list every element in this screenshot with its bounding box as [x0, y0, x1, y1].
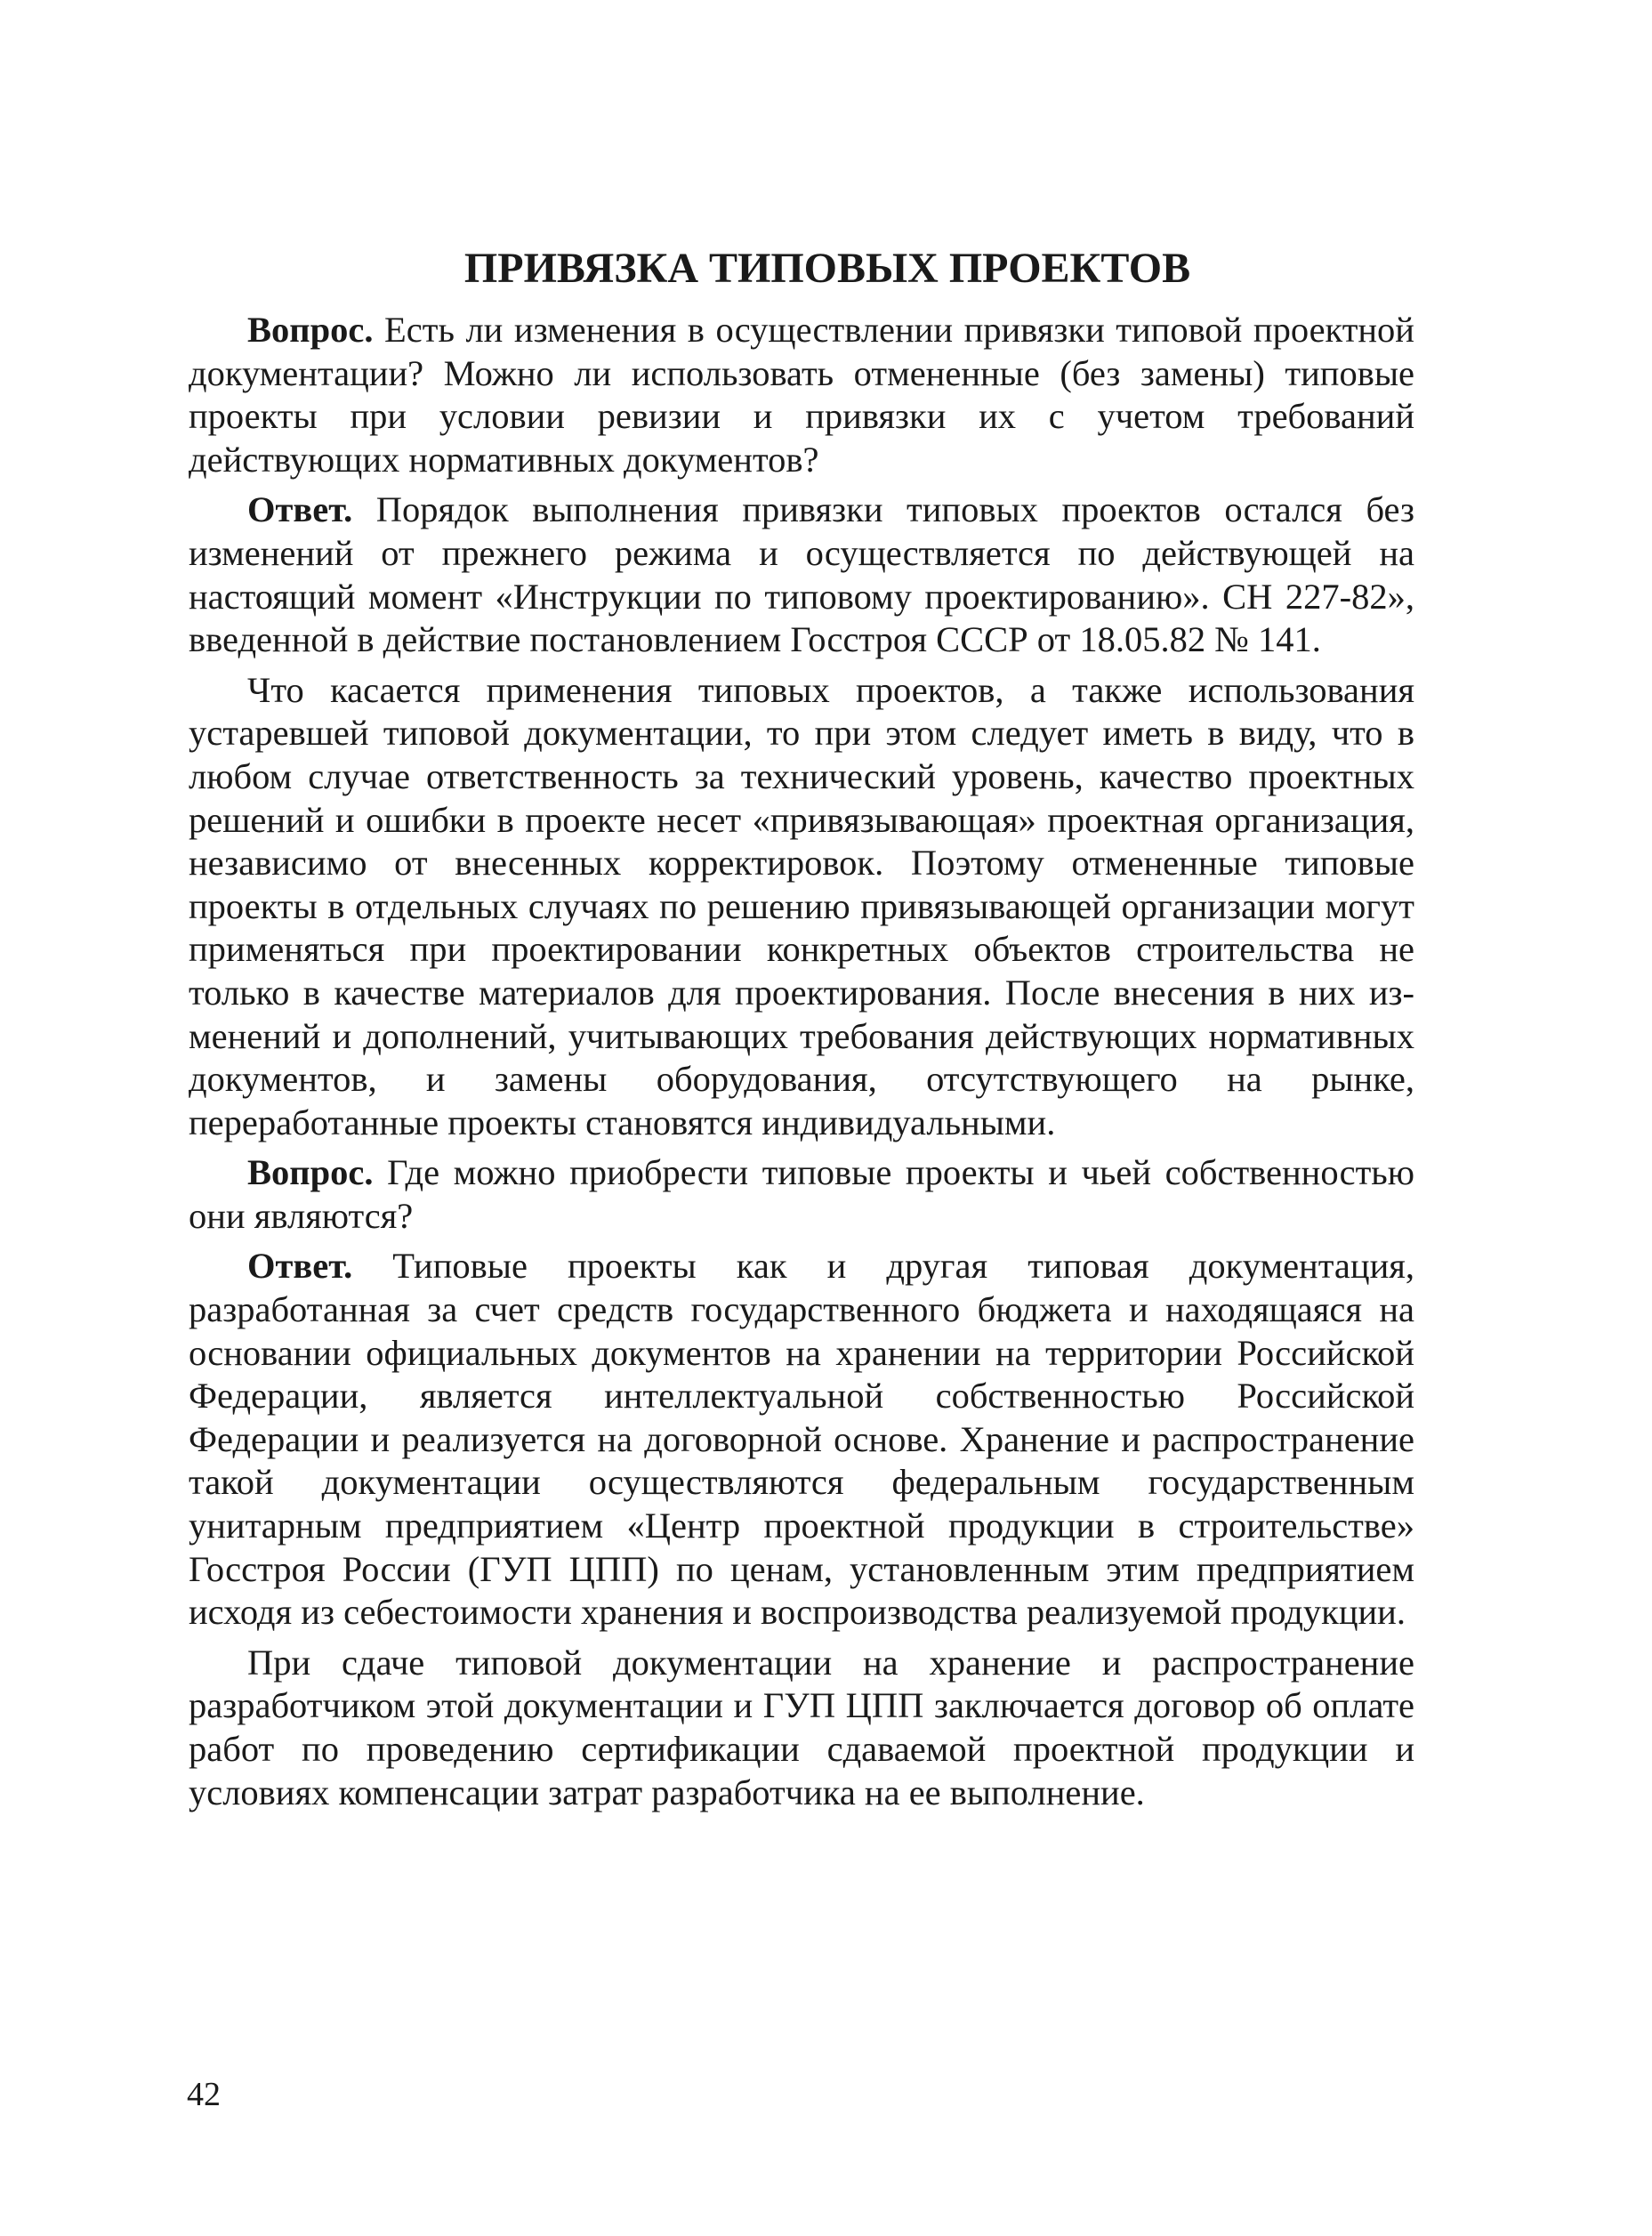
paragraph-text: При сдаче типовой документации на хранение и распространение разработчиком этой документации и ГУП ЦПП заключается договор об оплате работ по проведению сертификации сдаваемой проектной продукции и условиях компенсации затрат разработчика на ее выполнение. [189, 1642, 1414, 1812]
paragraph-text: Порядок выполнения привязки типовых проектов остался без изменений от прежнего режима и осуществляется по действующей на настоящий момент «Инструкции по типовому проектированию». СН 227-82», введенной в действие постановлением Госстроя СССР от 18.05.82 № 141. [189, 489, 1414, 660]
body-text [189, 309, 1414, 1821]
paragraph-answer-2 [189, 1245, 1414, 1634]
paragraph-text: Где можно приобрести типовые проекты и чьей собственностью они являются? [189, 1152, 1415, 1236]
question-label: Вопрос. [247, 1152, 374, 1193]
paragraph-answer-1-continued [189, 669, 1414, 1145]
paragraph-answer-1 [189, 488, 1414, 661]
paragraph-answer-2-continued [189, 1642, 1414, 1814]
paragraph-text: Есть ли изменения в осуществлении привязки типовой проектной документации? Можно ли использовать отмененные (без замены) типовые проекты при условии ревизии и привязки их с учетом требований действующих нормативных документов? [189, 310, 1414, 480]
paragraph-text: Типовые проекты как и другая типовая документация, разработанная за счет средств государственного бюджета и находящаяся на основании официальных документов на хранении на территории Российской Федерации, является интеллектуальной собственностью Российской Федерации и реализуется на договорной основе. Хранение и распространение такой документации осуществляются федеральным государственным унитарным предприятием «Центр проектной продукции в строительстве» Госстроя России (ГУП ЦПП) по ценам, установленным этим предприятием исходя из себестоимости хранения и воспроизводства реализуемой продукции. [189, 1246, 1414, 1633]
page-number: 42 [187, 2076, 221, 2113]
question-label: Вопрос. [247, 310, 374, 350]
paragraph-question-2 [189, 1151, 1414, 1238]
paragraph-question-1 [189, 309, 1414, 481]
paragraph-text: Что касается применения типовых проектов, а также использования устаревшей типовой документации, то при этом следует иметь в виду, что в любом случае ответственность за технический уровень, качество проектных решений и ошибки в проекте несет «привязывающая» проектная организация, независимо от внесенных корректировок. Поэтому отмененные типовые проекты в отдельных случаях по решению привязывающей организации могут применяться при проектировании конкретных объектов строительства не только в качестве материалов для проектирования. После внесения в них изменений и дополнений, учитывающих требования действующих нормативных документов, и замены оборудования, отсутствующего на рынке, переработанные проекты становятся индивидуальными. [189, 669, 1414, 1142]
page-title: ПРИВЯЗКА ТИПОВЫХ ПРОЕКТОВ [463, 245, 1191, 292]
answer-label: Ответ. [247, 489, 353, 530]
answer-label: Ответ. [247, 1246, 353, 1287]
